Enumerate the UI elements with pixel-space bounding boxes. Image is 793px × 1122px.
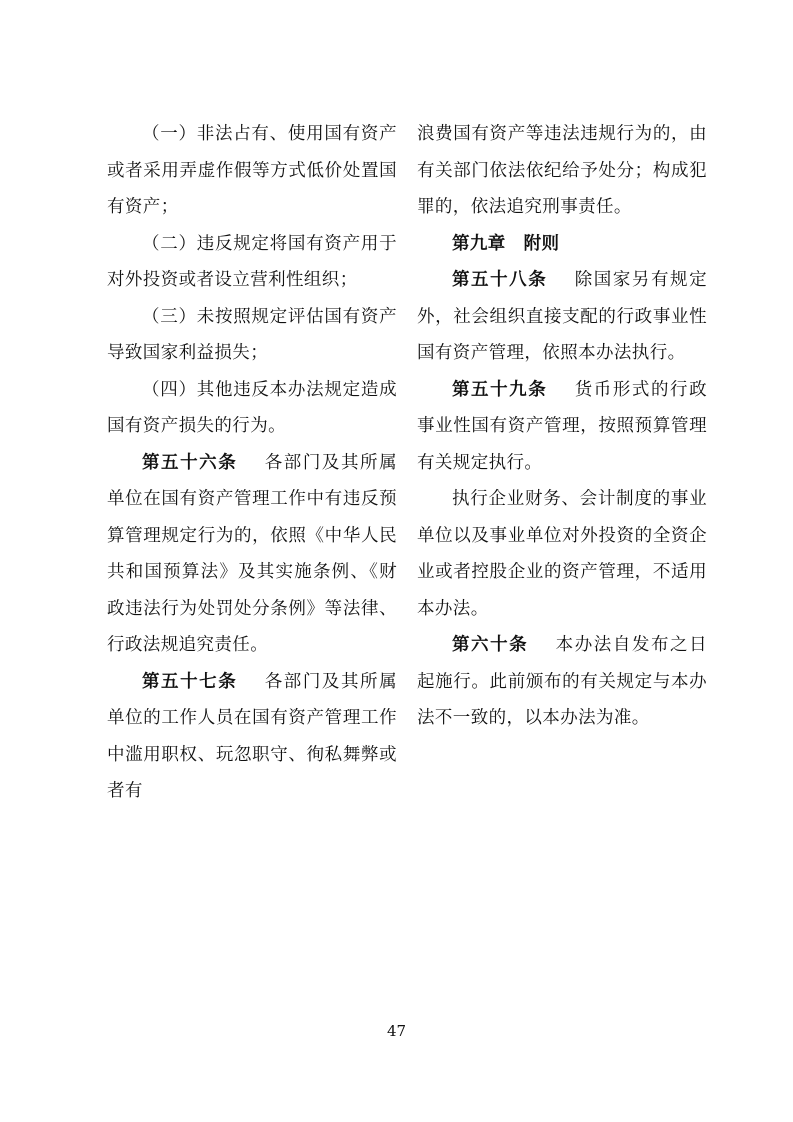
page-number: 47 <box>386 1022 407 1040</box>
clause-item-1: （一）非法占有、使用国有资产或者采用弄虚作假等方式低价处置国有资产； <box>107 124 397 217</box>
clause-item-4: （四）其他违反本办法规定造成国有资产损失的行为。 <box>107 379 397 436</box>
article-56-text: 各部门及其所属单位在国有资产管理工作中有违反预算管理规定行为的，依照《中华人民共和国预算法》及其实施条例、《财政违法行为处罚处分条例》等法律、行政法规追究责任。 <box>107 452 397 655</box>
article-58-text: 除国家另有规定外，社会组织直接支配的行政事业性国有资产管理，依照本办法执行。 <box>417 270 707 363</box>
article-60-text: 本办法自发布之日起施行。此前颁布的有关规定与本办法不一致的，以本办法为准。 <box>417 635 707 728</box>
article-57-text: 各部门及其所属单位的工作人员在国有资产管理工作中滥用职权、玩忽职守、徇私舞弊或者有 <box>107 671 397 801</box>
article-56 <box>107 445 397 664</box>
clause-item-2: （二）违反规定将国有资产用于对外投资或者设立营利性组织； <box>107 233 397 290</box>
article-56-title: 第五十六条 <box>142 452 238 473</box>
article-58 <box>417 262 707 372</box>
article-58-title: 第五十八条 <box>452 270 548 290</box>
article-60 <box>417 627 707 737</box>
article-60-title: 第六十条 <box>452 635 529 655</box>
article-57-title: 第五十七条 <box>142 671 238 692</box>
clause-item-3: （三）未按照规定评估国有资产导致国家利益损失； <box>107 306 397 363</box>
left-column <box>107 116 397 810</box>
article-59-title: 第五十九条 <box>452 379 548 400</box>
right-column <box>417 116 707 737</box>
article-59 <box>417 372 707 482</box>
article-59-paragraph-2: 执行企业财务、会计制度的事业单位以及事业单位对外投资的全资企业或者控股企业的资产管理，不适用本办法。 <box>417 489 707 619</box>
article-59-text: 货币形式的行政事业性国有资产管理，按照预算管理有关规定执行。 <box>417 379 707 473</box>
article-57-continuation: 浪费国有资产等违法违规行为的，由有关部门依法依纪给予处分；构成犯罪的，依法追究刑事责任。 <box>417 124 707 217</box>
chapter-heading: 第九章 附则 <box>452 233 560 254</box>
article-57 <box>107 664 397 810</box>
